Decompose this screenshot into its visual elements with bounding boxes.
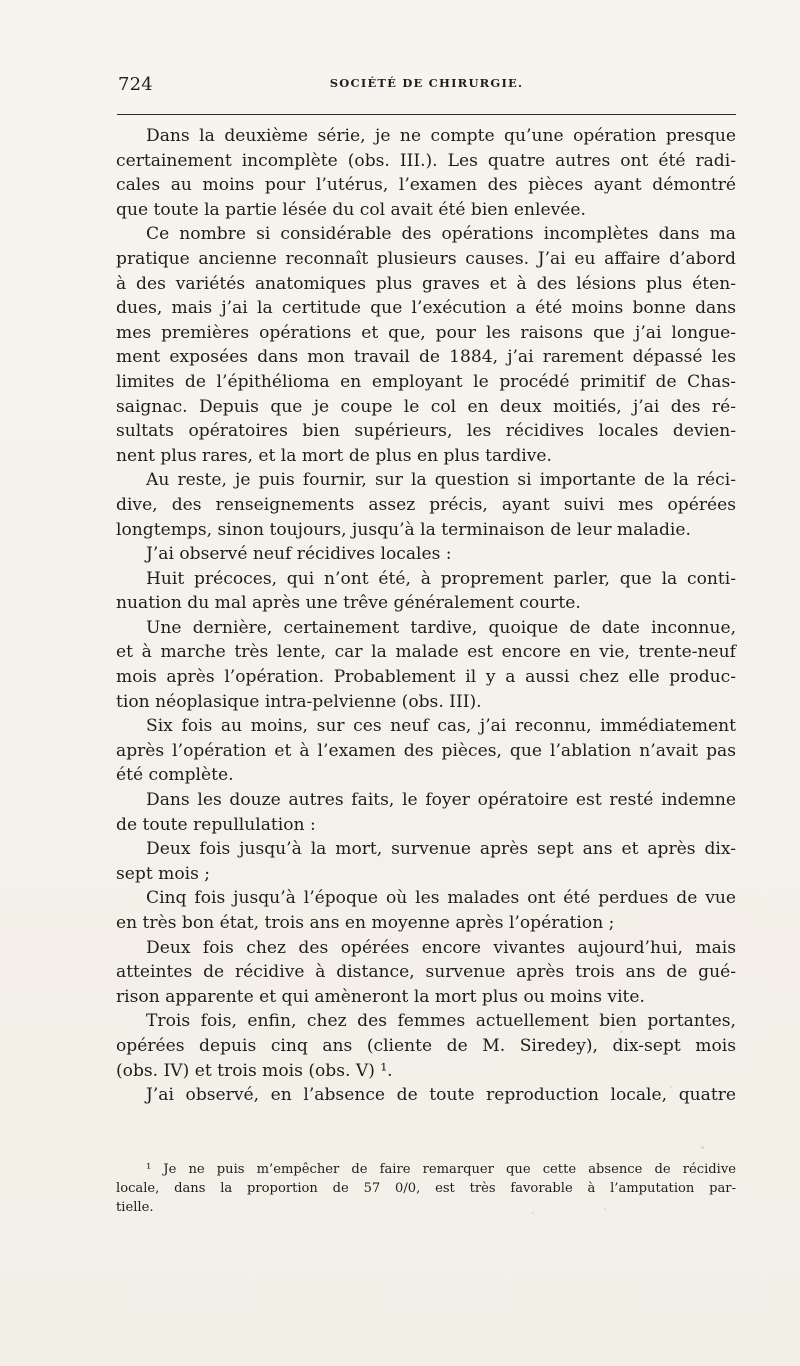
scan-speck	[532, 1212, 534, 1214]
footnote-line: ¹ Je ne puis m’empêcher de faire remarquer que cette absence de récidive	[146, 1162, 736, 1177]
body-line: atteintes de récidive à distance, survenue après trois ans de gué-	[116, 962, 736, 983]
body-line: tion néoplasique intra-pelvienne (obs. III).	[116, 691, 482, 712]
body-line: Huit précoces, qui n’ont été, à proprement parler, que la conti-	[146, 568, 736, 589]
body-line: Dans la deuxième série, je ne compte qu’une opération presque	[146, 126, 736, 146]
body-line: rison apparente et qui amèneront la mort plus ou moins vite.	[116, 986, 645, 1007]
body-line: Dans les douze autres faits, le foyer opératoire est resté indemne	[146, 790, 736, 811]
body-line: mois après l’opération. Probablement il y a aussi chez elle produc-	[116, 667, 736, 688]
body-line: cales au moins pour l’utérus, l’examen des pièces ayant démontré	[116, 175, 736, 196]
body-line: ment exposées dans mon travail de 1884, j’ai rarement dépassé les	[116, 347, 736, 368]
body-line: Deux fois chez des opérées encore vivantes aujourd’hui, mais	[146, 937, 736, 958]
body-line: et à marche très lente, car la malade est encore en vie, trente-neuf	[116, 642, 736, 663]
scan-speck	[620, 1030, 623, 1033]
body-line: après l’opération et à l’examen des pièces, que l’ablation n’avait pas	[116, 740, 736, 761]
body-line: été complète.	[116, 765, 234, 786]
body-line: dues, mais j’ai la certitude que l’exécution a été moins bonne dans	[116, 298, 736, 319]
body-line: dive, des renseignements assez précis, ayant suivi mes opérées	[116, 494, 736, 515]
body-line: Cinq fois jusqu’à l’époque où les malades ont été perdues de vue	[146, 888, 736, 909]
body-line: Au reste, je puis fournir, sur la question si importante de la réci-	[146, 470, 736, 491]
footnote-line: locale, dans la proportion de 57 0/0, est très favorable à l’amputation par-	[116, 1181, 736, 1196]
body-line: à des variétés anatomiques plus graves et à des lésions plus éten-	[116, 273, 736, 294]
body-line: nuation du mal après une trêve généralement courte.	[116, 593, 581, 614]
body-line: nent plus rares, et la mort de plus en plus tardive.	[116, 445, 552, 466]
scan-speck	[604, 1208, 606, 1210]
body-line: Six fois au moins, sur ces neuf cas, j’ai reconnu, immédiatement	[146, 716, 736, 737]
body-line: J’ai observé neuf récidives locales :	[146, 544, 452, 565]
body-line: J’ai observé, en l’absence de toute reproduction locale, quatre	[146, 1085, 736, 1106]
footnote-line: tielle.	[116, 1200, 154, 1215]
body-line: en très bon état, trois ans en moyenne après l’opération ;	[116, 913, 615, 933]
running-head: SOCIÉTÉ DE CHIRURGIE.	[329, 76, 524, 90]
body-line: opérées depuis cinq ans (cliente de M. Siredey), dix-sept mois	[116, 1035, 736, 1056]
page-header	[118, 74, 735, 102]
scan-speck	[701, 1146, 704, 1149]
header-rule	[117, 114, 736, 115]
body-line: que toute la partie lésée du col avait été bien enlevée.	[116, 199, 586, 220]
body-line: Trois fois, enfin, chez des femmes actuellement bien portantes,	[146, 1011, 736, 1032]
footnote	[116, 1160, 736, 1217]
body-line: de toute repullulation :	[116, 814, 316, 835]
body-line: certainement incomplète (obs. III.). Les quatre autres ont été radi-	[116, 150, 736, 171]
body-line: sept mois ;	[116, 863, 211, 884]
body-line: saignac. Depuis que je coupe le col en deux moitiés, j’ai des ré-	[116, 396, 736, 417]
body-line: sultats opératoires bien supérieurs, les récidives locales devien-	[116, 421, 736, 442]
page-number: 724	[118, 74, 153, 95]
body-line: Deux fois jusqu’à la mort, survenue après sept ans et après dix-	[146, 839, 736, 860]
body-line: Une dernière, certainement tardive, quoique de date inconnue,	[146, 617, 736, 638]
body-line: pratique ancienne reconnaît plusieurs causes. J’ai eu affaire d’abord	[116, 248, 736, 269]
body-line: longtemps, sinon toujours, jusqu’à la terminaison de leur maladie.	[116, 519, 691, 540]
body-text	[116, 124, 736, 1108]
body-line: Ce nombre si considérable des opérations incomplètes dans ma	[146, 224, 736, 245]
body-line: mes premières opérations et que, pour les raisons que j’ai longue-	[116, 322, 736, 343]
body-line: (obs. IV) et trois mois (obs. V) ¹.	[116, 1060, 393, 1081]
body-line: limites de l’épithélioma en employant le procédé primitif de Chas-	[116, 371, 736, 392]
scan-speck	[670, 1086, 672, 1088]
